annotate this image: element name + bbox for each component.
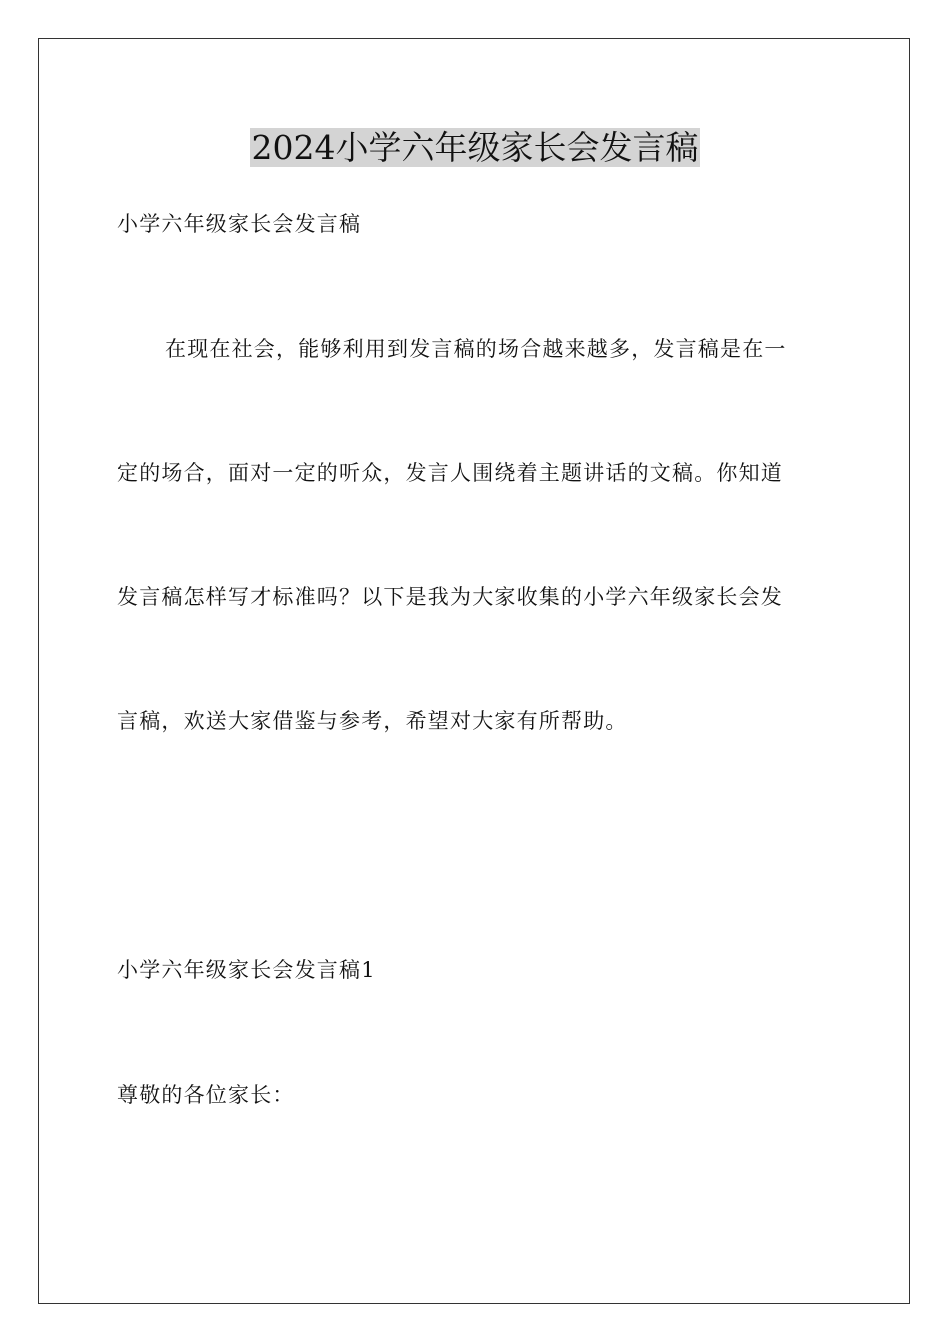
document-title-text: 2024小学六年级家长会发言稿	[251, 128, 699, 167]
intro-line-3: 发言稿怎样写才标准吗？以下是我为大家收集的小学六年级家长会发	[117, 585, 783, 609]
document-subtitle: 小学六年级家长会发言稿	[117, 212, 362, 236]
intro-line-4: 言稿，欢送大家借鉴与参考，希望对大家有所帮助。	[117, 709, 628, 733]
intro-line-2: 定的场合，面对一定的听众，发言人围绕着主题讲话的文稿。你知道	[117, 461, 783, 485]
document-title	[0, 126, 950, 170]
salutation: 尊敬的各位家长：	[117, 1083, 295, 1107]
section-heading: 小学六年级家长会发言稿1	[117, 958, 376, 982]
intro-line-1: 在现在社会，能够利用到发言稿的场合越来越多，发言稿是在一	[165, 337, 787, 361]
